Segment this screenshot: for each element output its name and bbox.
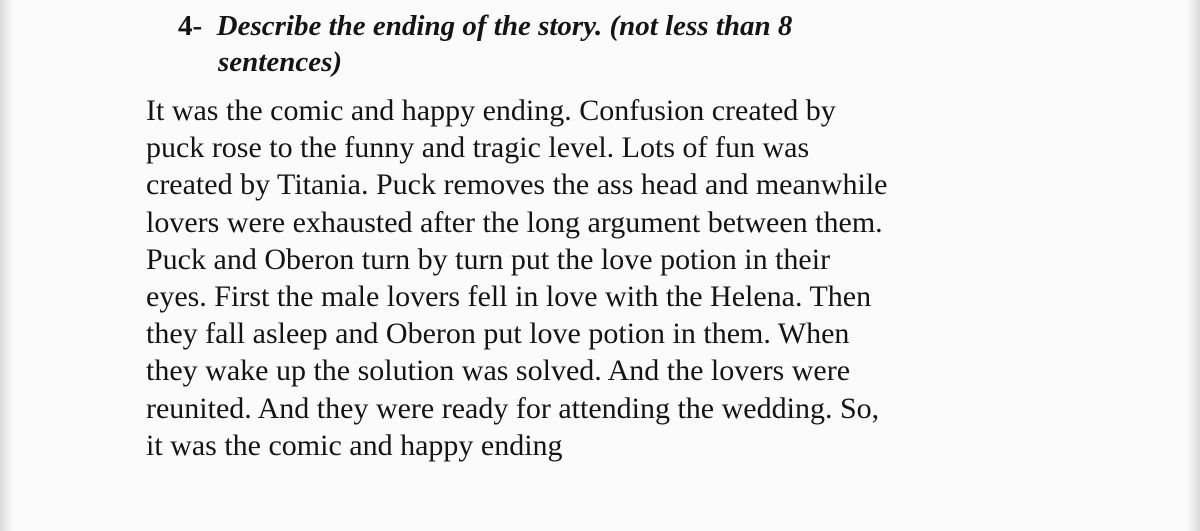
- answer-paragraph: [146, 92, 887, 464]
- answer-line: it was the comic and happy ending: [146, 428, 563, 462]
- answer-line: It was the comic and happy ending. Confusion created by: [146, 94, 836, 127]
- answer-line: they wake up the solution was solved. And the lovers were: [146, 354, 851, 388]
- answer-line: reunited. And they were ready for attending the wedding. So,: [146, 391, 880, 425]
- answer-line: lovers were exhausted after the long argument between them.: [146, 205, 883, 239]
- question-line-2: sentences): [218, 46, 343, 78]
- page-left-edge-shadow: [0, 0, 14, 531]
- question-heading: [178, 8, 792, 80]
- question-line-1: [178, 8, 792, 44]
- answer-line: eyes. First the male lovers fell in love with the Helena. Then: [146, 280, 872, 314]
- answer-line: Puck and Oberon turn by turn put the love potion in their: [146, 242, 831, 276]
- answer-line: created by Titania. Puck removes the ass head and meanwhile: [146, 168, 888, 202]
- answer-line: puck rose to the funny and tragic level. Lots of fun was: [146, 131, 810, 165]
- question-number: 4-: [178, 10, 203, 42]
- question-text: Describe the ending of the story. (not less than 8: [216, 10, 793, 42]
- answer-line: they fall asleep and Oberon put love potion in them. When: [146, 317, 850, 351]
- page-right-edge-shadow: [1186, 0, 1200, 531]
